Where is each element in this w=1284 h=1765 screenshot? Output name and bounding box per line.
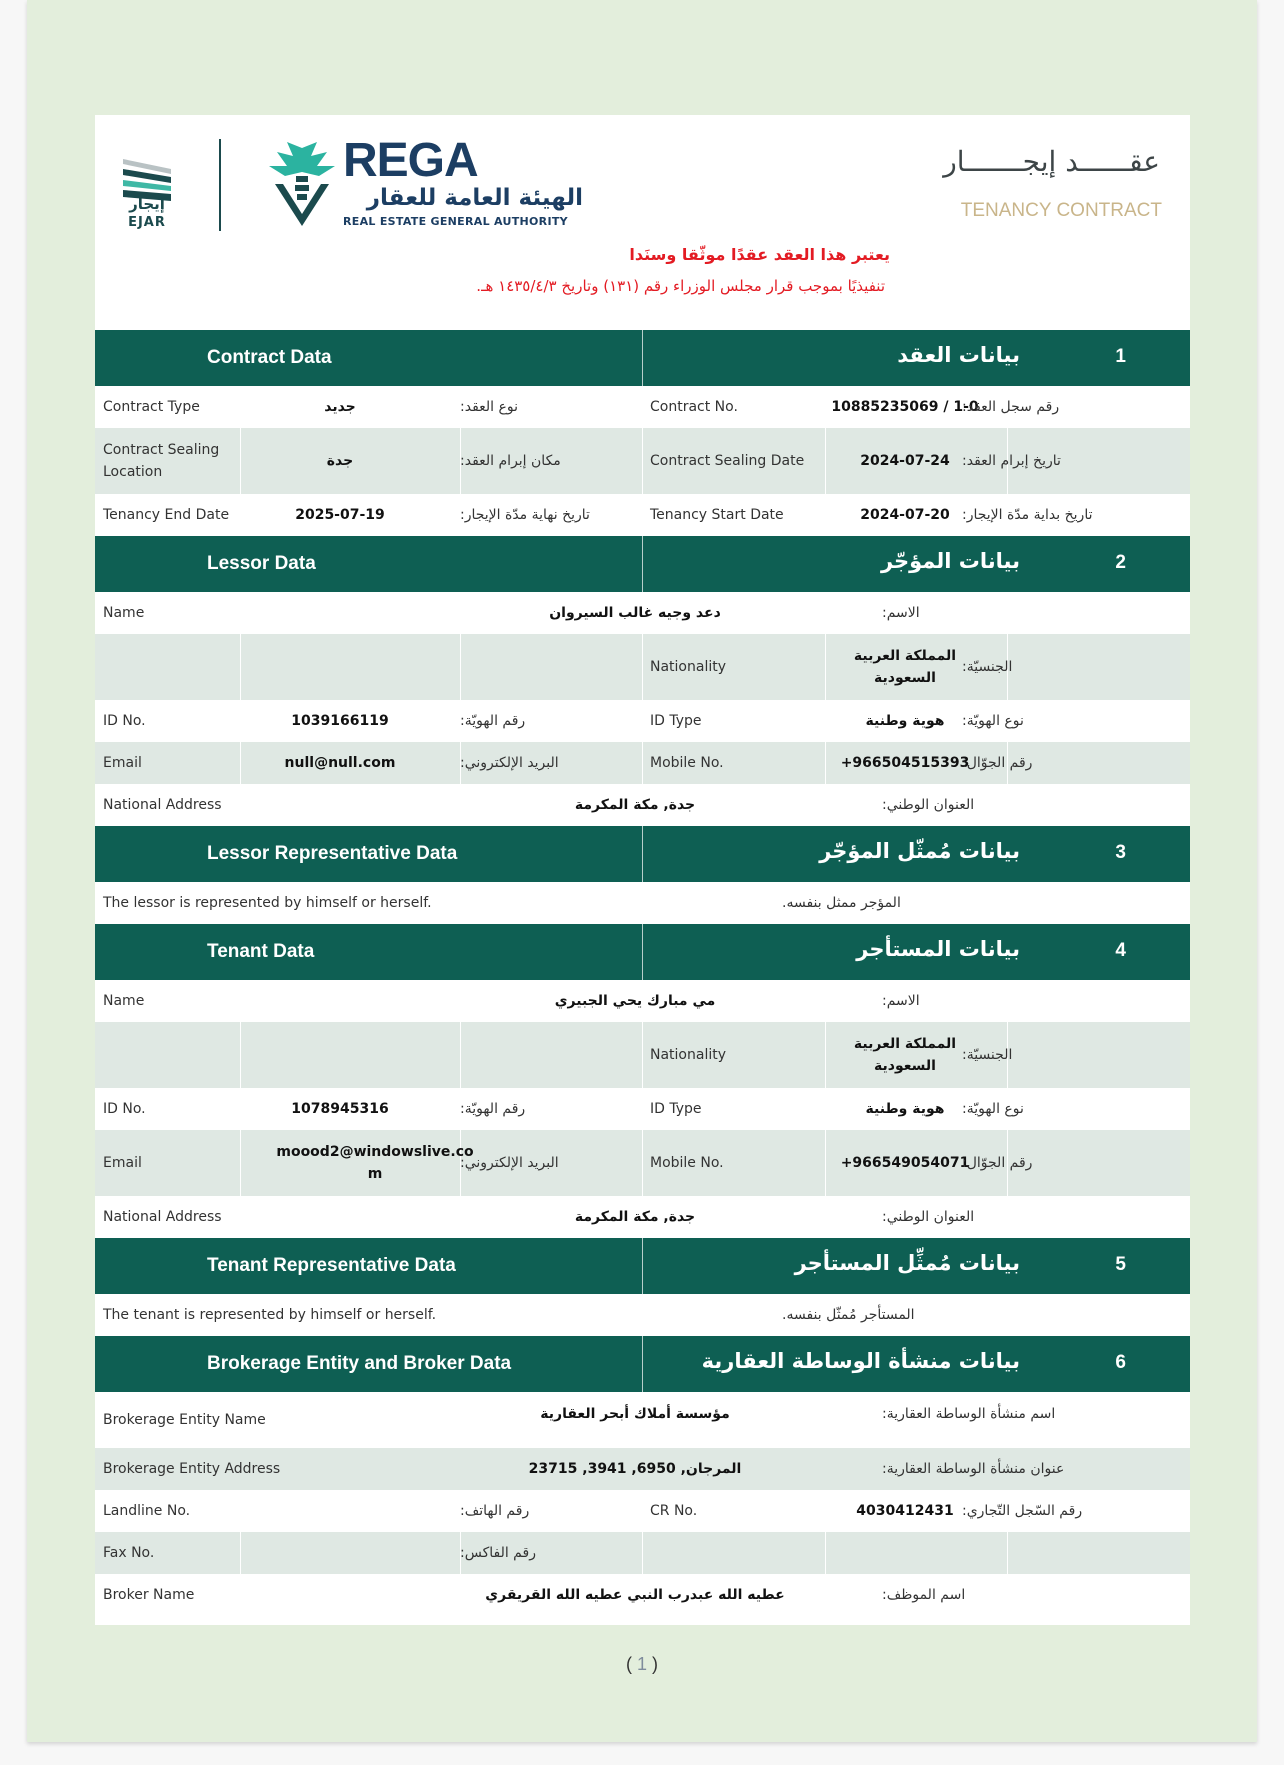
field-value: دعد وجيه غالب السيروان [549, 605, 721, 621]
table-row [95, 634, 1190, 700]
table-row [95, 1294, 1190, 1336]
field-value: مؤسسة أملاك أبحر العقارية [540, 1406, 730, 1422]
table-row [95, 882, 1190, 924]
field-label-ar: العنوان الوطني: [882, 797, 975, 813]
document-title: TENANCY CONTRACT [960, 200, 1162, 221]
table-row [95, 592, 1190, 634]
field-value: عطيه الله عبدرب النبي عطيه الله القريقري [485, 1587, 785, 1603]
field-label-en: CR No. [650, 1503, 698, 1519]
field-label-ar: رقم الجوّال: [962, 1155, 1033, 1171]
field-value: 1078945316 [291, 1101, 389, 1117]
field-label-ar: اسم الموظف: [882, 1587, 966, 1603]
page-number [0, 1654, 1284, 1675]
section-title-ar: بيانات العقد [897, 343, 1020, 367]
table-row [95, 784, 1190, 826]
table-row [95, 1448, 1190, 1490]
field-value: +966549054071 [840, 1155, 970, 1171]
field-label-ar: رقم الهويّة: [460, 1101, 526, 1117]
field-label-ar: الاسم: [882, 605, 920, 621]
field-label-ar: نوع العقد: [460, 399, 518, 415]
field-label-en: ID Type [650, 1101, 702, 1117]
contract-page [95, 115, 1190, 1625]
field-label-en: Name [103, 605, 145, 621]
representation-text-ar: المؤجر ممثل بنفسه. [782, 895, 901, 911]
page-number-value: 1 [636, 1654, 647, 1674]
table-row [95, 1532, 1190, 1574]
field-label-ar: نوع الهويّة: [962, 713, 1024, 729]
field-label-en: Brokerage Entity Name [103, 1412, 266, 1428]
ejar-logo-text: EJAR [128, 215, 166, 230]
section-header [95, 536, 1190, 592]
field-label-en: Contract Sealing Location [103, 441, 220, 480]
field-value: هوية وطنية [865, 713, 945, 729]
field-value: جديد [324, 399, 356, 415]
field-label-ar: تاريخ بداية مدّة الإيجار: [962, 507, 1093, 523]
legal-notice-line2: تنفيذيًا بموجب قرار مجلس الوزراء رقم (١٣١) وتاريخ ١٤٣٥/٤/٣ هـ. [476, 277, 885, 295]
table-row [95, 980, 1190, 1022]
section-number: 1 [1115, 346, 1126, 367]
rega-wordmark: REGA [343, 134, 478, 187]
page-number-open: ( [625, 1654, 632, 1674]
lessor-rep-section [95, 826, 1190, 924]
table-row [95, 428, 1190, 494]
table-row [95, 1196, 1190, 1238]
field-label-ar: الجنسيّة: [962, 1047, 1013, 1063]
tenant-rep-section [95, 1238, 1190, 1336]
ejar-logo-arabic: إيجار [129, 195, 165, 213]
representation-text-en: The tenant is represented by himself or herself. [103, 1307, 437, 1323]
section-title-en: Tenant Representative Data [207, 1255, 456, 1276]
document-title-arabic: عقــــــد إيجـــــــار [943, 145, 1160, 178]
field-label-ar: العنوان الوطني: [882, 1209, 975, 1225]
table-row [95, 1490, 1190, 1532]
field-value: المرجان, 6950, 3941, 23715 [528, 1461, 742, 1477]
field-label-en: Tenancy Start Date [650, 507, 784, 523]
table-row [95, 1130, 1190, 1196]
field-label-en: Name [103, 993, 145, 1009]
field-label-ar: تاريخ إبرام العقد: [962, 453, 1061, 469]
field-value: المملكة العربية السعودية [853, 647, 957, 686]
field-label-ar: رقم الهويّة: [460, 713, 526, 729]
field-label-ar: مكان إبرام العقد: [460, 453, 561, 469]
section-header [95, 1336, 1190, 1392]
field-value: moood2@windowslive.com [276, 1143, 474, 1182]
section-number: 6 [1115, 1352, 1126, 1373]
field-value: المملكة العربية السعودية [853, 1035, 957, 1074]
table-row [95, 1088, 1190, 1130]
field-label-ar: رقم الهاتف: [460, 1503, 530, 1519]
field-value: +966504515393 [840, 755, 970, 771]
field-label-ar: اسم منشأة الوساطة العقارية: [882, 1406, 1056, 1422]
field-value: 2024-07-20 [860, 507, 950, 523]
section-number: 5 [1115, 1254, 1126, 1275]
table-row [95, 1022, 1190, 1088]
legal-notice-line1: يعتبر هذا العقد عقدًا موثّقا وسنَدا [629, 245, 890, 264]
field-label-ar: رقم السّجل التّجاري: [962, 1503, 1083, 1519]
field-label-en: Tenancy End Date [103, 507, 230, 523]
field-label-en: ID No. [103, 713, 146, 729]
field-label-en: Email [103, 755, 142, 771]
rega-palm-icon [265, 140, 339, 228]
contract-data-section [95, 330, 1190, 536]
field-label-ar: عنوان منشأة الوساطة العقارية: [882, 1461, 1065, 1477]
field-label-en: Nationality [650, 1047, 727, 1063]
field-label-en: Landline No. [103, 1503, 191, 1519]
field-label-en: National Address [103, 1209, 222, 1225]
field-value: 1039166119 [291, 713, 389, 729]
field-label-en: ID No. [103, 1101, 146, 1117]
section-number: 2 [1115, 552, 1126, 573]
field-label-ar: البريد الإلكتروني: [460, 1155, 559, 1171]
section-header [95, 826, 1190, 882]
rega-arabic-name: الهيئة العامة للعقار [366, 185, 583, 211]
field-label-ar: البريد الإلكتروني: [460, 755, 559, 771]
section-title-en: Tenant Data [207, 941, 315, 962]
table-row [95, 1392, 1190, 1448]
field-value: 4030412431 [856, 1503, 954, 1519]
field-value: جدة, مكة المكرمة [574, 1209, 696, 1225]
field-label-en: Nationality [650, 659, 727, 675]
field-label-en: Broker Name [103, 1587, 195, 1603]
section-title-en: Lessor Representative Data [207, 843, 458, 864]
rega-english-name: REAL ESTATE GENERAL AUTHORITY [343, 215, 568, 228]
field-label-en: Fax No. [103, 1545, 155, 1561]
field-label-ar: الجنسيّة: [962, 659, 1013, 675]
section-header [95, 1238, 1190, 1294]
section-title-ar: بيانات منشأة الوساطة العقارية [701, 1349, 1020, 1373]
section-number: 3 [1115, 842, 1126, 863]
table-row [95, 1574, 1190, 1616]
tenant-data-section [95, 924, 1190, 1238]
page-number-close: ) [652, 1654, 659, 1674]
section-number: 4 [1115, 940, 1126, 961]
section-title-en: Contract Data [207, 347, 332, 368]
field-label-en: Email [103, 1155, 142, 1171]
field-label-ar: رقم سجل العقد: [962, 399, 1060, 415]
logo-divider [219, 139, 221, 231]
field-value: جدة, مكة المكرمة [574, 797, 696, 813]
section-title-ar: بيانات مُمثّل المؤجّر [819, 839, 1020, 863]
section-header [95, 924, 1190, 980]
field-label-en: Contract No. [650, 399, 738, 415]
field-label-en: Mobile No. [650, 1155, 724, 1171]
field-label-en: Contract Sealing Date [650, 453, 805, 469]
brokerage-section [95, 1336, 1190, 1616]
representation-text-en: The lessor is represented by himself or herself. [103, 895, 432, 911]
field-label-en: Brokerage Entity Address [103, 1461, 281, 1477]
field-label-ar: رقم الجوّال: [962, 755, 1033, 771]
section-header [95, 330, 1190, 386]
field-label-ar: نوع الهويّة: [962, 1101, 1024, 1117]
table-row [95, 494, 1190, 536]
section-title-ar: بيانات مُمثِّل المستأجر [794, 1251, 1020, 1275]
field-label-en: Contract Type [103, 399, 200, 415]
field-label-ar: رقم الفاكس: [460, 1545, 536, 1561]
representation-text-ar: المستأجر مُمثّل بنفسه. [782, 1307, 915, 1323]
lessor-data-section [95, 536, 1190, 826]
field-label-en: Mobile No. [650, 755, 724, 771]
table-row [95, 700, 1190, 742]
field-value: جدة [326, 453, 354, 469]
section-title-ar: بيانات المؤجّر [880, 549, 1020, 573]
field-value: 2024-07-24 [860, 453, 950, 469]
field-label-en: ID Type [650, 713, 702, 729]
section-title-en: Brokerage Entity and Broker Data [207, 1353, 512, 1374]
document-header [95, 115, 1190, 330]
field-value: 2025-07-19 [295, 507, 385, 523]
field-label-ar: تاريخ نهاية مدّة الإيجار: [460, 507, 590, 523]
field-value: null@null.com [284, 755, 396, 771]
field-value: 10885235069 / 1-0 [831, 399, 979, 415]
section-title-ar: بيانات المستأجر [856, 937, 1020, 961]
table-row [95, 742, 1190, 784]
field-value: هوية وطنية [865, 1101, 945, 1117]
table-row [95, 386, 1190, 428]
field-value: مي مبارك يحي الجبيري [554, 993, 716, 1009]
field-label-ar: الاسم: [882, 993, 920, 1009]
section-title-en: Lessor Data [207, 553, 316, 574]
field-label-en: National Address [103, 797, 222, 813]
